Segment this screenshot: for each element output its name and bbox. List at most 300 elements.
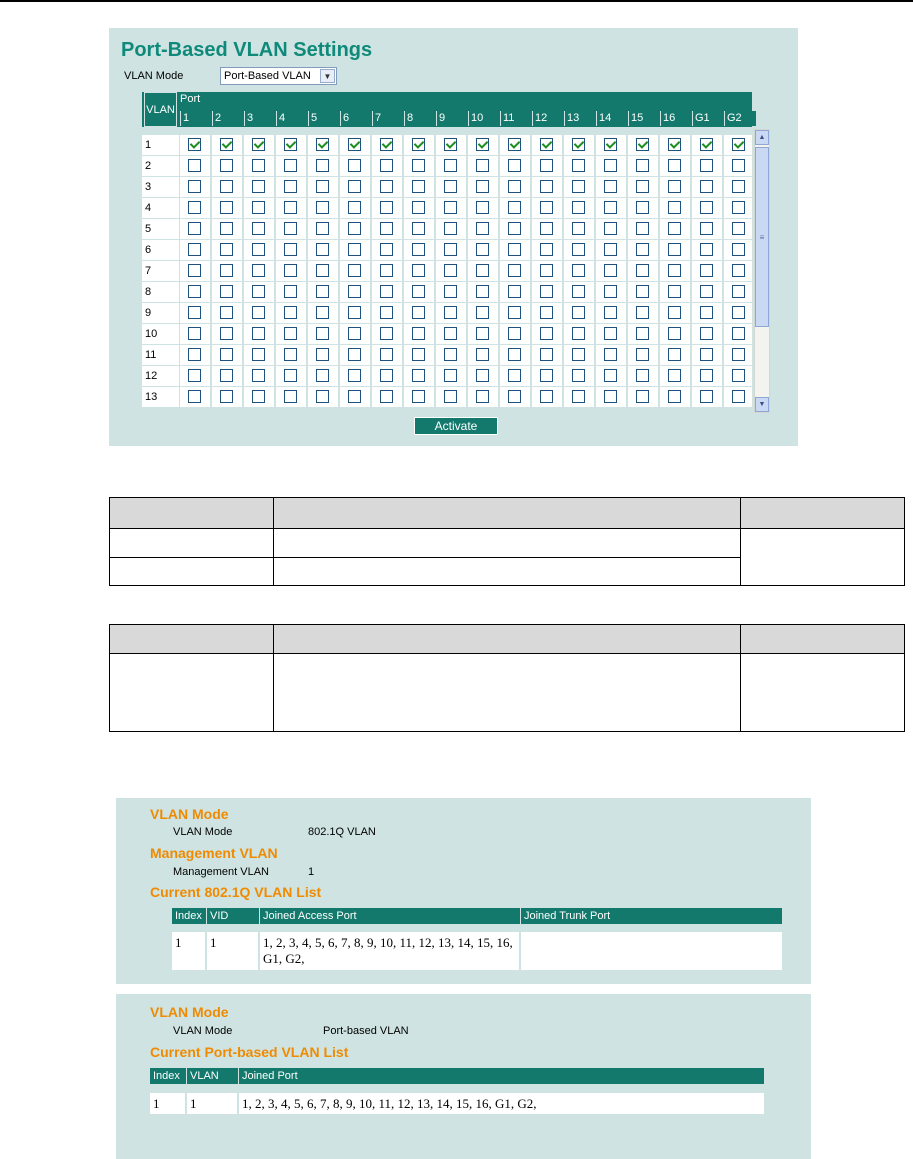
port-membership-checkbox[interactable] <box>476 201 489 214</box>
port-membership-cell <box>436 135 466 155</box>
port-membership-cell <box>436 345 466 365</box>
port-column-header: G2 <box>724 111 756 126</box>
port-membership-checkbox[interactable] <box>188 222 201 235</box>
port-membership-checkbox[interactable] <box>380 159 393 172</box>
port-membership-checkbox[interactable] <box>380 285 393 298</box>
port-membership-cell <box>468 282 498 302</box>
port-membership-checkbox[interactable] <box>348 243 361 256</box>
port-membership-checkbox[interactable] <box>508 348 521 361</box>
port-membership-cell <box>436 324 466 344</box>
port-membership-checkbox[interactable] <box>540 369 553 382</box>
port-membership-checkbox[interactable] <box>668 243 681 256</box>
port-membership-checkbox[interactable] <box>348 264 361 277</box>
port-membership-cell <box>532 366 562 386</box>
port-membership-checkbox[interactable] <box>636 390 649 403</box>
port-membership-cell <box>372 345 402 365</box>
port-membership-checkbox[interactable] <box>284 390 297 403</box>
port-membership-checkbox[interactable] <box>348 369 361 382</box>
port-membership-checkbox[interactable] <box>700 138 713 151</box>
port-membership-cell <box>244 156 274 176</box>
port-membership-cell <box>692 261 722 281</box>
port-membership-cell <box>372 324 402 344</box>
port-membership-cell <box>564 387 594 407</box>
port-membership-checkbox[interactable] <box>220 201 233 214</box>
port-membership-checkbox[interactable] <box>572 243 585 256</box>
port-membership-checkbox[interactable] <box>604 159 617 172</box>
port-membership-checkbox[interactable] <box>380 327 393 340</box>
port-membership-checkbox[interactable] <box>540 243 553 256</box>
port-membership-checkbox[interactable] <box>380 201 393 214</box>
port-membership-checkbox[interactable] <box>732 243 745 256</box>
port-membership-checkbox[interactable] <box>252 348 265 361</box>
port-membership-checkbox[interactable] <box>508 222 521 235</box>
port-membership-checkbox[interactable] <box>476 390 489 403</box>
port-membership-checkbox[interactable] <box>348 327 361 340</box>
port-membership-cell <box>564 324 594 344</box>
port-membership-checkbox[interactable] <box>188 390 201 403</box>
port-membership-checkbox[interactable] <box>732 222 745 235</box>
port-membership-checkbox[interactable] <box>444 390 457 403</box>
port-membership-checkbox[interactable] <box>220 243 233 256</box>
port-membership-checkbox[interactable] <box>412 369 425 382</box>
port-membership-checkbox[interactable] <box>604 180 617 193</box>
port-membership-checkbox[interactable] <box>508 159 521 172</box>
port-membership-checkbox[interactable] <box>284 201 297 214</box>
port-membership-checkbox[interactable] <box>540 348 553 361</box>
port-membership-checkbox[interactable] <box>508 180 521 193</box>
port-membership-checkbox[interactable] <box>220 369 233 382</box>
port-membership-checkbox[interactable] <box>476 369 489 382</box>
port-membership-checkbox[interactable] <box>444 369 457 382</box>
vlan-id-cell: 1 <box>142 135 179 155</box>
port-membership-checkbox[interactable] <box>444 264 457 277</box>
port-membership-checkbox[interactable] <box>188 306 201 319</box>
port-membership-checkbox[interactable] <box>188 327 201 340</box>
port-membership-checkbox[interactable] <box>636 369 649 382</box>
scroll-thumb[interactable]: ≡ <box>755 147 769 327</box>
port-membership-cell <box>276 177 306 197</box>
port-membership-checkbox[interactable] <box>316 243 329 256</box>
port-membership-checkbox[interactable] <box>188 243 201 256</box>
port-membership-checkbox[interactable] <box>604 348 617 361</box>
port-membership-checkbox[interactable] <box>348 285 361 298</box>
port-membership-cell <box>404 324 434 344</box>
port-membership-cell <box>436 303 466 323</box>
port-membership-checkbox[interactable] <box>476 348 489 361</box>
port-membership-checkbox[interactable] <box>252 264 265 277</box>
port-membership-checkbox[interactable] <box>444 201 457 214</box>
port-membership-checkbox[interactable] <box>220 390 233 403</box>
port-membership-cell <box>468 387 498 407</box>
port-membership-checkbox[interactable] <box>668 222 681 235</box>
port-membership-checkbox[interactable] <box>508 243 521 256</box>
port-membership-checkbox[interactable] <box>508 327 521 340</box>
port-membership-checkbox[interactable] <box>284 138 297 151</box>
port-membership-checkbox[interactable] <box>188 159 201 172</box>
port-membership-cell <box>468 324 498 344</box>
port-column-header: 11 <box>500 111 532 126</box>
port-membership-checkbox[interactable] <box>540 327 553 340</box>
port-membership-checkbox[interactable] <box>476 138 489 151</box>
vlan-mode-section-title: VLAN Mode <box>150 806 229 822</box>
port-membership-checkbox[interactable] <box>316 369 329 382</box>
port-membership-checkbox[interactable] <box>636 201 649 214</box>
port-membership-cell <box>276 135 306 155</box>
port-membership-checkbox[interactable] <box>188 369 201 382</box>
port-membership-checkbox[interactable] <box>284 327 297 340</box>
port-membership-cell <box>660 303 690 323</box>
port-membership-checkbox[interactable] <box>668 390 681 403</box>
port-membership-checkbox[interactable] <box>732 159 745 172</box>
port-membership-checkbox[interactable] <box>476 180 489 193</box>
port-membership-checkbox[interactable] <box>508 369 521 382</box>
table-cell <box>741 498 905 529</box>
port-membership-cell <box>660 345 690 365</box>
port-membership-checkbox[interactable] <box>668 201 681 214</box>
port-membership-checkbox[interactable] <box>540 222 553 235</box>
port-membership-checkbox[interactable] <box>476 306 489 319</box>
port-membership-checkbox[interactable] <box>700 306 713 319</box>
port-membership-checkbox[interactable] <box>636 327 649 340</box>
port-membership-checkbox[interactable] <box>348 201 361 214</box>
port-membership-checkbox[interactable] <box>732 201 745 214</box>
port-membership-checkbox[interactable] <box>604 369 617 382</box>
port-membership-cell <box>276 156 306 176</box>
port-membership-checkbox[interactable] <box>668 348 681 361</box>
port-membership-checkbox[interactable] <box>540 285 553 298</box>
port-membership-checkbox[interactable] <box>476 264 489 277</box>
port-membership-checkbox[interactable] <box>252 159 265 172</box>
port-membership-checkbox[interactable] <box>604 390 617 403</box>
port-membership-checkbox[interactable] <box>348 138 361 151</box>
port-membership-checkbox[interactable] <box>668 138 681 151</box>
port-membership-checkbox[interactable] <box>508 201 521 214</box>
port-membership-cell <box>244 198 274 218</box>
port-membership-checkbox[interactable] <box>284 306 297 319</box>
port-membership-checkbox[interactable] <box>636 348 649 361</box>
port-membership-checkbox[interactable] <box>284 348 297 361</box>
port-membership-checkbox[interactable] <box>572 138 585 151</box>
port-membership-checkbox[interactable] <box>476 222 489 235</box>
port-membership-checkbox[interactable] <box>444 222 457 235</box>
port-membership-checkbox[interactable] <box>412 285 425 298</box>
port-membership-checkbox[interactable] <box>380 243 393 256</box>
port-membership-checkbox[interactable] <box>412 306 425 319</box>
port-membership-checkbox[interactable] <box>732 264 745 277</box>
port-membership-checkbox[interactable] <box>316 348 329 361</box>
port-membership-checkbox[interactable] <box>508 285 521 298</box>
port-membership-checkbox[interactable] <box>668 159 681 172</box>
port-membership-checkbox[interactable] <box>636 243 649 256</box>
port-membership-checkbox[interactable] <box>572 369 585 382</box>
port-membership-cell <box>724 282 752 302</box>
vlan-id-cell: 8 <box>142 282 179 302</box>
port-membership-checkbox[interactable] <box>700 369 713 382</box>
port-membership-checkbox[interactable] <box>380 138 393 151</box>
port-membership-checkbox[interactable] <box>252 369 265 382</box>
port-membership-checkbox[interactable] <box>636 180 649 193</box>
chevron-down-icon[interactable]: ▼ <box>320 69 335 83</box>
port-membership-checkbox[interactable] <box>412 222 425 235</box>
vid-column-header: VID <box>206 908 259 924</box>
port-membership-checkbox[interactable] <box>220 264 233 277</box>
port-membership-checkbox[interactable] <box>604 138 617 151</box>
port-membership-checkbox[interactable] <box>572 348 585 361</box>
vlan-mode-select[interactable] <box>220 67 337 85</box>
port-membership-checkbox[interactable] <box>604 222 617 235</box>
port-membership-cell <box>244 177 274 197</box>
port-membership-checkbox[interactable] <box>348 222 361 235</box>
port-membership-checkbox[interactable] <box>284 222 297 235</box>
port-membership-checkbox[interactable] <box>252 201 265 214</box>
port-membership-checkbox[interactable] <box>572 327 585 340</box>
port-membership-checkbox[interactable] <box>700 327 713 340</box>
port-membership-checkbox[interactable] <box>668 306 681 319</box>
port-membership-checkbox[interactable] <box>636 264 649 277</box>
port-membership-cell <box>692 303 722 323</box>
port-membership-checkbox[interactable] <box>572 201 585 214</box>
port-membership-checkbox[interactable] <box>732 327 745 340</box>
port-membership-checkbox[interactable] <box>188 180 201 193</box>
port-membership-cell <box>436 366 466 386</box>
port-membership-checkbox[interactable] <box>316 180 329 193</box>
port-membership-cell <box>660 177 690 197</box>
port-membership-checkbox[interactable] <box>444 159 457 172</box>
port-membership-checkbox[interactable] <box>252 390 265 403</box>
port-membership-checkbox[interactable] <box>316 306 329 319</box>
port-membership-checkbox[interactable] <box>220 222 233 235</box>
port-membership-checkbox[interactable] <box>220 327 233 340</box>
port-membership-checkbox[interactable] <box>316 264 329 277</box>
port-membership-checkbox[interactable] <box>700 159 713 172</box>
port-membership-checkbox[interactable] <box>348 348 361 361</box>
port-membership-checkbox[interactable] <box>508 264 521 277</box>
port-membership-checkbox[interactable] <box>252 138 265 151</box>
port-membership-checkbox[interactable] <box>220 180 233 193</box>
port-membership-checkbox[interactable] <box>316 390 329 403</box>
port-membership-checkbox[interactable] <box>732 369 745 382</box>
port-membership-checkbox[interactable] <box>444 180 457 193</box>
port-membership-checkbox[interactable] <box>188 285 201 298</box>
port-membership-checkbox[interactable] <box>188 348 201 361</box>
port-membership-checkbox[interactable] <box>700 348 713 361</box>
port-membership-checkbox[interactable] <box>604 201 617 214</box>
port-membership-checkbox[interactable] <box>636 159 649 172</box>
port-membership-checkbox[interactable] <box>252 243 265 256</box>
port-membership-cell <box>180 240 210 260</box>
port-membership-checkbox[interactable] <box>540 390 553 403</box>
port-membership-checkbox[interactable] <box>668 285 681 298</box>
port-membership-checkbox[interactable] <box>284 285 297 298</box>
port-membership-checkbox[interactable] <box>540 306 553 319</box>
port-membership-cell <box>532 282 562 302</box>
port-membership-checkbox[interactable] <box>220 285 233 298</box>
port-membership-checkbox[interactable] <box>636 306 649 319</box>
port-membership-checkbox[interactable] <box>540 264 553 277</box>
port-membership-cell <box>596 135 626 155</box>
port-membership-checkbox[interactable] <box>540 159 553 172</box>
port-membership-checkbox[interactable] <box>220 138 233 151</box>
port-membership-checkbox[interactable] <box>444 285 457 298</box>
port-membership-checkbox[interactable] <box>380 369 393 382</box>
port-column-header: 8 <box>404 111 436 126</box>
scroll-up-icon[interactable]: ▲ <box>755 130 769 145</box>
port-membership-checkbox[interactable] <box>732 180 745 193</box>
port-membership-checkbox[interactable] <box>380 348 393 361</box>
port-membership-checkbox[interactable] <box>412 138 425 151</box>
port-membership-checkbox[interactable] <box>668 180 681 193</box>
port-membership-checkbox[interactable] <box>188 138 201 151</box>
port-membership-checkbox[interactable] <box>668 327 681 340</box>
port-membership-checkbox[interactable] <box>508 390 521 403</box>
port-membership-checkbox[interactable] <box>284 369 297 382</box>
port-membership-checkbox[interactable] <box>700 264 713 277</box>
port-membership-checkbox[interactable] <box>252 180 265 193</box>
port-membership-checkbox[interactable] <box>572 390 585 403</box>
port-membership-checkbox[interactable] <box>572 306 585 319</box>
port-membership-cell <box>436 156 466 176</box>
port-membership-checkbox[interactable] <box>220 306 233 319</box>
port-membership-checkbox[interactable] <box>284 243 297 256</box>
port-membership-checkbox[interactable] <box>732 390 745 403</box>
port-membership-checkbox[interactable] <box>540 180 553 193</box>
port-membership-checkbox[interactable] <box>700 180 713 193</box>
port-membership-checkbox[interactable] <box>348 159 361 172</box>
port-membership-checkbox[interactable] <box>380 390 393 403</box>
port-membership-checkbox[interactable] <box>316 327 329 340</box>
port-membership-checkbox[interactable] <box>348 306 361 319</box>
port-membership-checkbox[interactable] <box>316 159 329 172</box>
port-membership-checkbox[interactable] <box>284 264 297 277</box>
port-membership-cell <box>468 303 498 323</box>
vlan-column-header: VLAN <box>144 92 177 127</box>
port-membership-checkbox[interactable] <box>732 306 745 319</box>
port-membership-checkbox[interactable] <box>636 222 649 235</box>
index-column-header: Index <box>153 1070 180 1082</box>
port-membership-cell <box>372 135 402 155</box>
port-membership-checkbox[interactable] <box>508 306 521 319</box>
port-membership-checkbox[interactable] <box>476 243 489 256</box>
port-membership-checkbox[interactable] <box>572 222 585 235</box>
port-membership-checkbox[interactable] <box>476 327 489 340</box>
port-membership-cell <box>372 177 402 197</box>
port-membership-cell <box>660 366 690 386</box>
port-membership-checkbox[interactable] <box>700 222 713 235</box>
port-membership-checkbox[interactable] <box>604 243 617 256</box>
port-membership-checkbox[interactable] <box>412 390 425 403</box>
port-membership-checkbox[interactable] <box>444 348 457 361</box>
port-membership-cell <box>500 261 530 281</box>
port-membership-checkbox[interactable] <box>540 201 553 214</box>
port-membership-checkbox[interactable] <box>732 138 745 151</box>
port-membership-checkbox[interactable] <box>252 285 265 298</box>
port-membership-checkbox[interactable] <box>252 306 265 319</box>
port-membership-checkbox[interactable] <box>700 243 713 256</box>
port-membership-checkbox[interactable] <box>636 285 649 298</box>
port-membership-checkbox[interactable] <box>188 264 201 277</box>
port-membership-checkbox[interactable] <box>316 201 329 214</box>
port-membership-cell <box>276 198 306 218</box>
port-membership-checkbox[interactable] <box>604 327 617 340</box>
port-membership-checkbox[interactable] <box>476 285 489 298</box>
port-membership-cell <box>436 198 466 218</box>
port-membership-checkbox[interactable] <box>668 264 681 277</box>
port-membership-cell <box>468 177 498 197</box>
port-membership-checkbox[interactable] <box>444 243 457 256</box>
port-membership-checkbox[interactable] <box>668 369 681 382</box>
port-membership-cell <box>724 303 752 323</box>
port-membership-checkbox[interactable] <box>444 138 457 151</box>
port-membership-checkbox[interactable] <box>380 264 393 277</box>
port-membership-checkbox[interactable] <box>572 264 585 277</box>
grid-scrollbar[interactable] <box>754 129 770 413</box>
port-membership-checkbox[interactable] <box>412 180 425 193</box>
port-membership-checkbox[interactable] <box>444 306 457 319</box>
port-membership-checkbox[interactable] <box>444 327 457 340</box>
port-membership-checkbox[interactable] <box>220 348 233 361</box>
port-membership-checkbox[interactable] <box>540 138 553 151</box>
port-membership-checkbox[interactable] <box>412 159 425 172</box>
port-membership-checkbox[interactable] <box>412 243 425 256</box>
port-membership-cell <box>724 345 752 365</box>
port-membership-checkbox[interactable] <box>252 327 265 340</box>
port-membership-checkbox[interactable] <box>316 222 329 235</box>
port-membership-checkbox[interactable] <box>252 222 265 235</box>
port-membership-cell <box>212 282 242 302</box>
port-membership-checkbox[interactable] <box>348 180 361 193</box>
port-membership-checkbox[interactable] <box>732 348 745 361</box>
port-membership-cell <box>596 198 626 218</box>
port-membership-cell <box>500 177 530 197</box>
port-membership-checkbox[interactable] <box>572 180 585 193</box>
port-membership-checkbox[interactable] <box>700 390 713 403</box>
port-membership-cell <box>436 240 466 260</box>
port-membership-checkbox[interactable] <box>572 159 585 172</box>
port-membership-checkbox[interactable] <box>348 390 361 403</box>
port-membership-checkbox[interactable] <box>604 264 617 277</box>
port-membership-checkbox[interactable] <box>700 285 713 298</box>
port-membership-checkbox[interactable] <box>188 201 201 214</box>
port-membership-checkbox[interactable] <box>316 138 329 151</box>
port-membership-cell <box>276 345 306 365</box>
activate-button[interactable]: Activate <box>414 417 498 435</box>
port-membership-cell <box>340 240 370 260</box>
port-membership-checkbox[interactable] <box>284 159 297 172</box>
port-membership-cell <box>340 135 370 155</box>
port-membership-checkbox[interactable] <box>380 222 393 235</box>
port-membership-checkbox[interactable] <box>412 201 425 214</box>
scroll-down-icon[interactable]: ▼ <box>755 397 769 412</box>
port-membership-checkbox[interactable] <box>508 138 521 151</box>
port-membership-checkbox[interactable] <box>572 285 585 298</box>
port-membership-checkbox[interactable] <box>412 348 425 361</box>
port-membership-checkbox[interactable] <box>604 285 617 298</box>
port-membership-checkbox[interactable] <box>316 285 329 298</box>
port-membership-checkbox[interactable] <box>636 138 649 151</box>
port-membership-checkbox[interactable] <box>380 180 393 193</box>
port-membership-checkbox[interactable] <box>604 306 617 319</box>
port-membership-cell <box>276 324 306 344</box>
port-membership-checkbox[interactable] <box>732 285 745 298</box>
port-membership-checkbox[interactable] <box>284 180 297 193</box>
port-membership-checkbox[interactable] <box>412 327 425 340</box>
port-membership-checkbox[interactable] <box>700 201 713 214</box>
port-membership-checkbox[interactable] <box>220 159 233 172</box>
port-membership-checkbox[interactable] <box>476 159 489 172</box>
port-membership-checkbox[interactable] <box>412 264 425 277</box>
port-membership-cell <box>660 219 690 239</box>
port-membership-checkbox[interactable] <box>380 306 393 319</box>
